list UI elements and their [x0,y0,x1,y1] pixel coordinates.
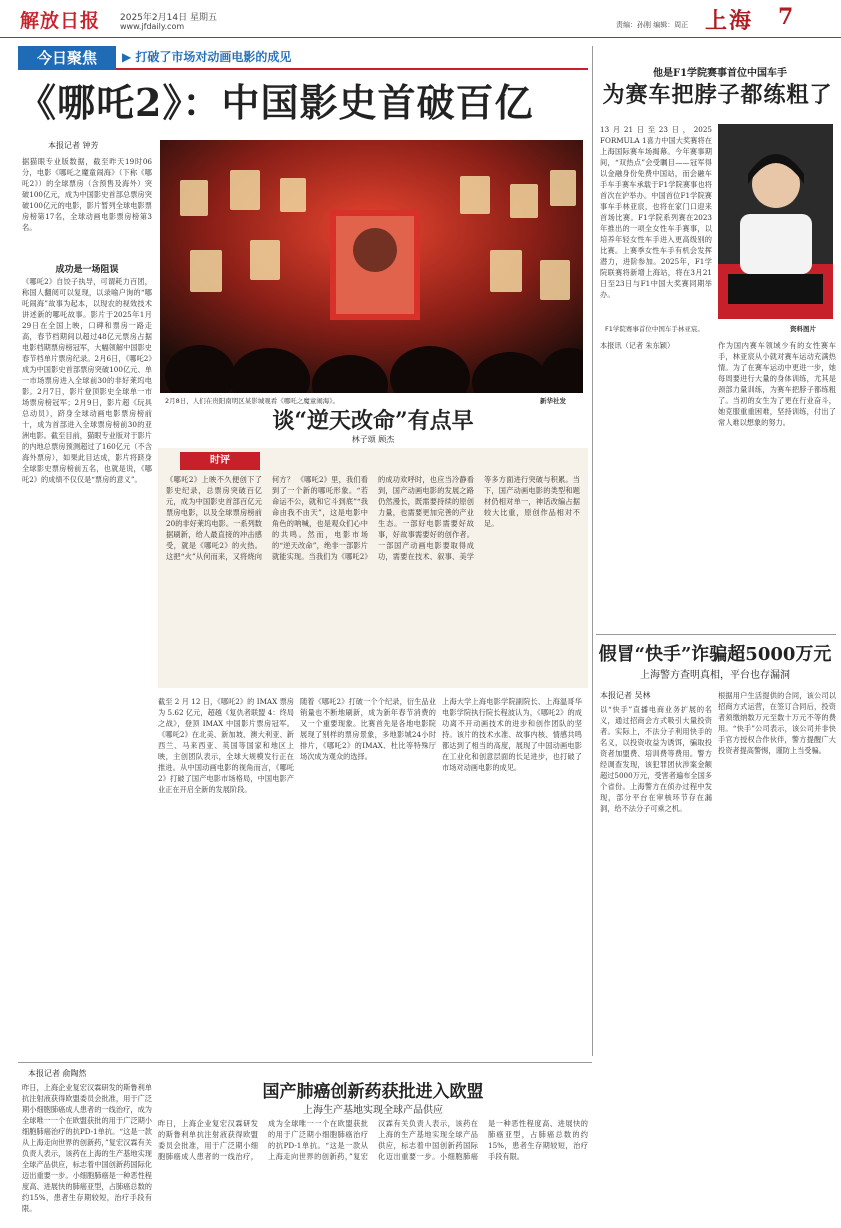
drug-subhead: 上海生产基地实现全球产品供应 [303,1105,443,1116]
website-url[interactable]: www.jfdaily.com [120,22,185,31]
photo-caption: 2月8日，人们在贵阳南明区某影城观看《哪吒之魔童闹海》。 [165,397,340,405]
f1-photo-caption: F1学院赛事首位中国车手林亚宸。 [605,325,704,333]
drug-byline: 本报记者 俞陶然 [28,1069,87,1078]
drug-headline: 国产肺癌创新药获批进入欧盟 [262,1082,484,1102]
scam-byline: 本报记者 吴林 [600,691,651,700]
top-story-intro: 据猫眼专业版数据，截至昨天19时06分，电影《哪吒之魔童闹海》（下称《哪吒2》）的全球票房（含预售及海外）突破100亿元，成为中国影史首部总票房突破100亿元的电影，影片暂列全球电影票房榜第17名，全球动画电影票房榜第3名。 [22,157,152,232]
commentary-authors: 林子颂 顾杰 [351,435,395,444]
commentary-headline: 谈“逆天改命”有点早 [272,408,474,434]
top-story-body-1: 《哪吒2》自饺子执导，可谓耗力百团，称国人翻阅可以复现，以录喻户询的“哪吒闹海”故事为起本，以现农的视效技术讲述新的哪吒故事。影片于2025年1月29日在全国上映，口碑和票房一路走高，春节档期间以超过48亿元票房占据电影档期票房榜冠军，大幅领解中国影史春节档单片票房纪录。2月6日，《哪吒2》成为中国影史首部票房突破100亿元、单一市场票房进入全球前30的非好莱坞电影。2月7日，影片登顶影史全球单一市场票房榜冠军；2月9日，影片超《玩具总动员》，跻身全球动画电影票房榜前十，成为首部进入全球票房榜前30的亚洲电影。截至目前，猫眼专业版对于影片的内地总票房预测超过了160亿元（不含海外票房），如果此目达成，影片将跻身全球影史票房榜前五名，也就是说，《哪吒2》的成绩不仅仅是“票房的意义”。 [22,277,152,484]
editors-credit: 责编：孙刚 编辑：周正 [616,21,689,29]
photo-credit: 新华社发 [540,397,566,405]
scam-divider [596,634,836,635]
scam-headline: 假冒“快手”诈骗超5000万元 [598,644,832,665]
page-number: 7 [778,4,794,30]
drug-divider [18,1062,592,1063]
scam-body: 以“快手”直播电商业务扩展的名义，通过招商会方式吸引大量投资者。实际上，不法分子利用快手的名义，以投资收益为诱饵，骗取投资者加盟费、培训费等费用。警方经调查发现，该犯罪团伙涉案金额超过5000万元，受害者遍布全国多个省份。上海警方在侦办过程中发现，部分平台在审核环节存在漏洞，给不法分子可乘之机。 [600,705,712,813]
section-heading-1: 成功是一场阻误 [55,265,119,275]
f1-body-2: 作为国内赛车领域少有的女性赛车手，林亚宸从小就对赛车运动充满热情。为了在赛车运动中更进一步，她每周要进行大量的身体训练，尤其是颈部力量训练，为赛车把脖子都练粗了。当初的女生为了更在行业奋斗，她克服重重困难，坚持训练，付出了常人难以想象的努力。 [718,341,836,427]
main-headline: 《哪吒2》：中国影史首破百亿 [18,80,534,125]
scam-subhead: 上海警方查明真相，平台也存漏洞 [640,670,790,681]
audience-photo [160,140,583,393]
issue-date: 2025年2月14日 星期五 [120,13,217,23]
scam-body-2: 根据用户生活提供的合同，该公司以招商方式运营，在签订合同后，投资者须缴纳数万元至数十万元不等的费用。“快手”公司表示，该公司并非快手官方授权合作伙伴，警方提醒广大投资者提高警惕，谨防上当受骗。 [718,691,836,755]
newspaper-logo: 解放日报 [20,10,101,32]
column-divider [592,46,593,1056]
topic-subtitle: ▶ 打破了市场对动画电影的成见 [122,50,292,64]
f1-headline: 为赛车把脖子都练粗了 [602,82,833,108]
topic-tag: 今日聚焦 [18,46,116,70]
top-story-body-2: 截至 2 月 12 日，《哪吒2》的 IMAX 票房为 5.62 亿元，超越《复仇者联盟 4：终局之战》，登顶 IMAX 中国影片票房冠军。《哪吒2》在北美、新加坡、澳大利亚、新西兰、马来西亚、英国等国家和地区上映，主创团队表示，全球大规模发行正在推进。从中国动画电影的视角而言，《哪吒2》打破了国产电影市场格局，中国电影产业正在开启全新的发展阶段。 [158,697,294,794]
f1-driver-photo [718,124,833,319]
f1-body-continued: 本报讯（记者 朱东颖） [600,341,675,350]
top-story-body-3: 随着《哪吒2》打破一个个纪录，衍生品业销量也不断地刷新，成为新年春节消费的又一个重要现象。比赛首先是各地电影院展现了别样的票房景象，多地影城24小时排片，《哪吒2》的IMAX、杜比等特殊厅场次成为观众的选择。 [300,697,436,761]
commentary-body: 《哪吒2》上映不久便创下了影史纪录，总票房突破百亿元，成为中国影史首部百亿元票房电影，以及全球票房榜前20的非好莱坞电影。一系列数据刷新，给人最直接的冲击感受，就是《哪吒2》的火热。这把“火”从何而来，又将烧向何方？ 《哪吒2》里，我们看到了一个新的哪吒形象。“若命运不公，就和它斗到底”“我命由我不由天”，这是电影中角色的呐喊，也是观众们心中的共鸣。然而，电影市场的“逆天改命”，绝非一部影片就能实现。当我们为《哪吒2》的成功欢呼时，也应当冷静看到，国产动画电影的发展之路仍然漫长，既需要持续的原创力量，也需要更加完善的产业生态。一部好电影需要好故事，好故事需要好的创作者。一部国产动画电影要取得成功，需要在技术、叙事、美学等多方面进行突破与积累。当下，国产动画电影的类型和题材仍相对单一，神话改编占据较大比重，原创作品相对不足。 [166,475,580,561]
f1-kicker: 他是F1学院赛事首位中国车手 [652,68,788,79]
f1-body: 13月21日至23日，2025 FORMULA 1喜力中国大奖赛将在上海国际赛车场揭幕。今年赛事期间，“双热点”会受瞩目——冠军得以金融身份免费中国站，而会融车手车手赛车承载于F1学院赛事也将首次在沪举办。中国首位F1学院赛事车手林亚宸，也将在家门口迎来首场比赛。F1学院系列赛在2023年推出的一项全女性车手赛事，以培养年轻女性车手进入更高级别的比赛。上赛季女性车手有机会发挥潜力，进阶参加。2025年，F1学院联赛将新增上海站，将在3月21日至23日与F1中国大奖赛同期举办。 [600,125,712,299]
section-name: 上海 [705,8,754,34]
drug-body: 昨日，上海企业复宏汉霖研发的斯鲁利单抗注射液获得欧盟委员会批准，用于广泛期小细胞肺癌成人患者的一线治疗，成为全球唯一一个在欧盟获批的用于广泛期小细胞肺癌治疗的抗PD-1单抗。“这是一款从上海走向世界的创新药，”复宏汉霖有关负责人表示，该药在上海的生产基地实现全球产品供应，标志着中国创新药国际化迈出重要一步。小细胞肺癌是一种恶性程度高、进展快的肺癌亚型，占肺癌总数的约15%，患者生存期较短，治疗手段有限。 [22,1083,152,1213]
commentary-tag: 时评 [180,452,260,470]
cinema-audience-image [160,140,583,393]
racing-driver-image [718,124,833,319]
drug-body-columns: 昨日，上海企业复宏汉霖研发的斯鲁利单抗注射液获得欧盟委员会批准，用于广泛期小细胞肺癌成人患者的一线治疗，成为全球唯一一个在欧盟获批的用于广泛期小细胞肺癌治疗的抗PD-1单抗。“这是一款从上海走向世界的创新药，”复宏汉霖有关负责人表示，该药在上海的生产基地实现全球产品供应，标志着中国创新药国际化迈出重要一步。小细胞肺癌是一种恶性程度高、进展快的肺癌亚型，占肺癌总数的约15%，患者生存期较短，治疗手段有限。 [158,1119,588,1161]
top-story-byline: 本报记者 钟芳 [48,141,99,150]
top-story-body-4: 上海大学上海电影学院副院长、上海温哥华电影学院执行院长程波认为，《哪吒2》的成功离不开动画技术的进步和创作团队的坚持。该片的技术水准、故事内核、情感共鸣都达到了相当的高度，展现了中国动画电影在工业化和创意层面的长足进步，也打破了市场对动画电影的成见。 [442,697,582,772]
f1-photo-credit: 资料图片 [790,325,816,333]
